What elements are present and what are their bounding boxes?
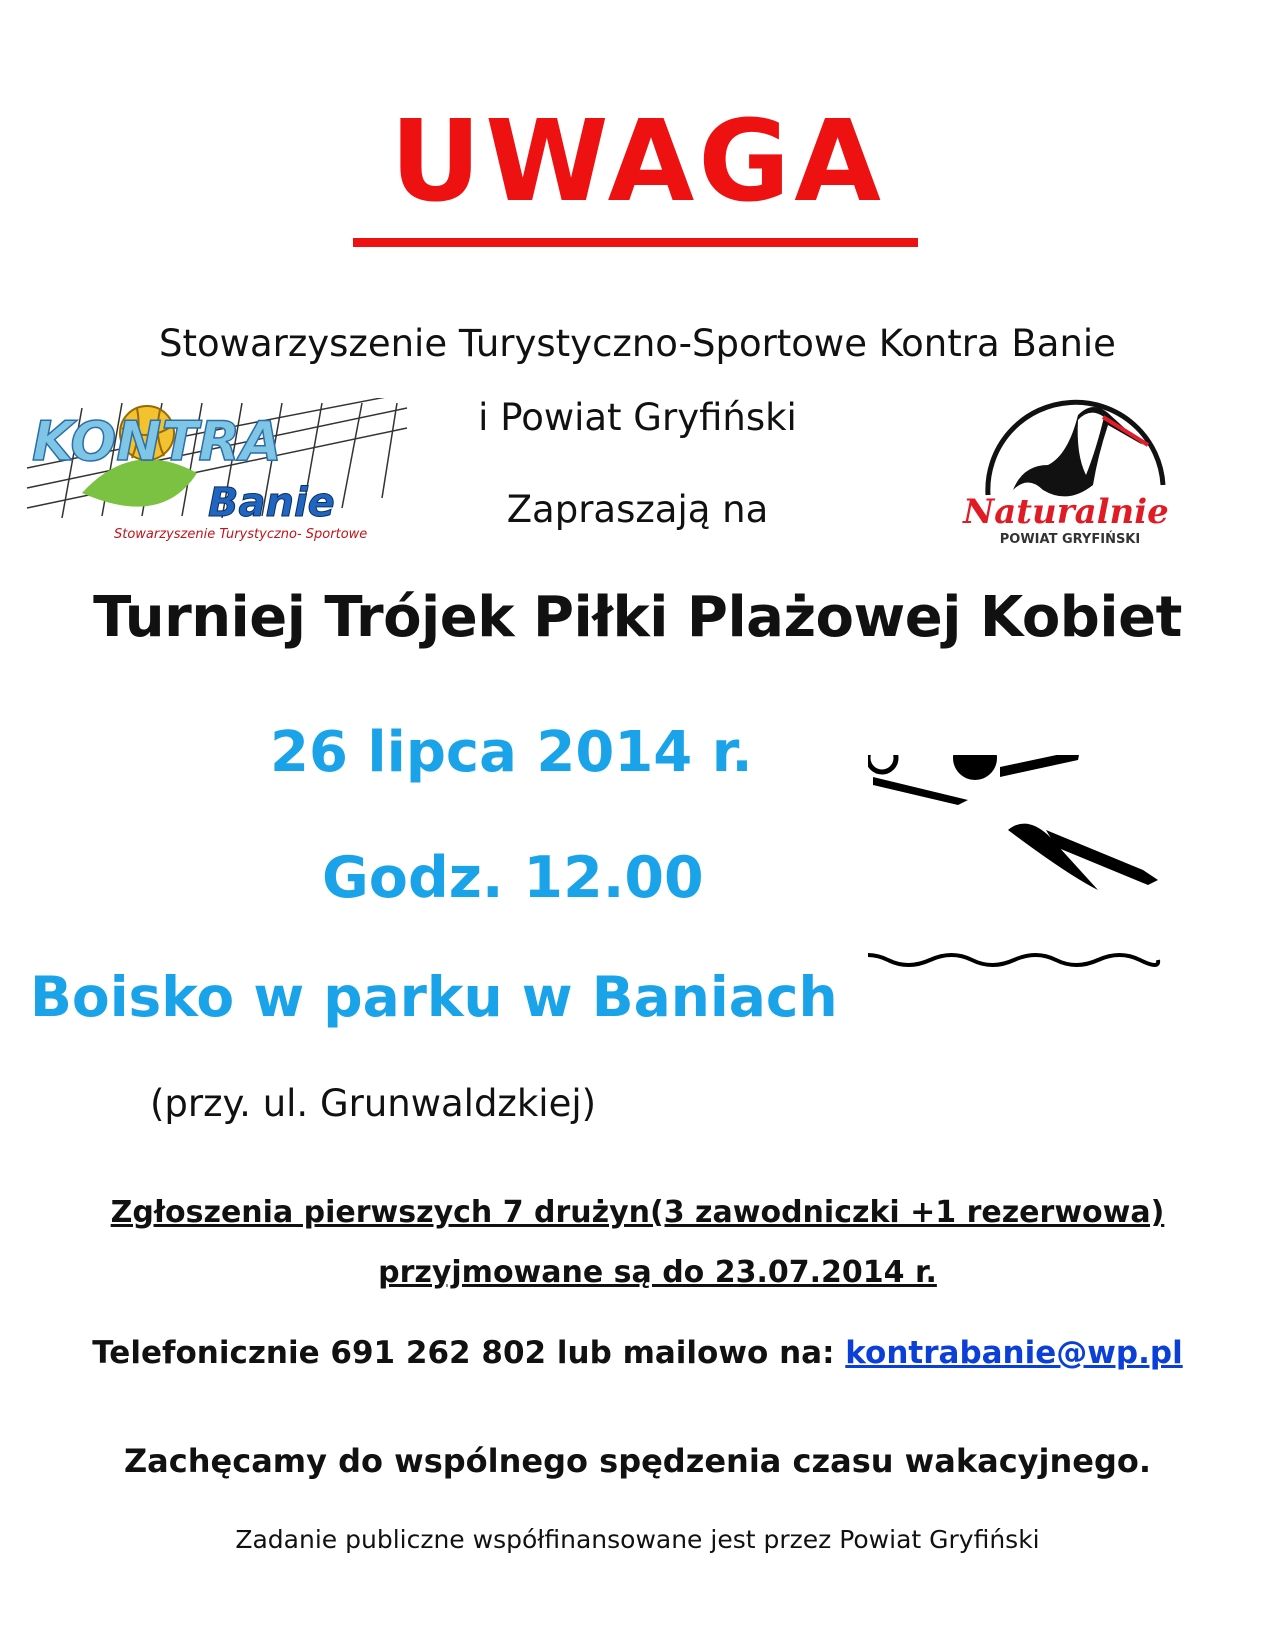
organizer-line-2: i Powiat Gryfiński (478, 396, 797, 439)
head-shape (953, 755, 997, 780)
arms-shape (873, 777, 968, 805)
event-time: Godz. 12.00 (322, 845, 704, 911)
banie-word: Banie (208, 480, 335, 526)
kontra-banie-logo (22, 398, 414, 558)
closing-text: Zachęcamy do wspólnego spędzenia czasu wakacyjnego. (123, 1442, 1152, 1480)
headline-underline (353, 238, 918, 247)
event-date: 26 lipca 2014 r. (270, 720, 753, 785)
organizer-line-1: Stowarzyszenie Turystyczno-Sportowe Kontra Banie (159, 322, 1116, 365)
kontra-banie-logo-graphic (22, 398, 414, 558)
contact-line (0, 1335, 1275, 1371)
sand-line-shape (868, 955, 1158, 965)
event-address: (przy. ul. Grunwaldzkiej) (150, 1082, 597, 1125)
back-arm-shape (1000, 755, 1080, 777)
kontra-caption: Stowarzyszenie Turystyczno- Sportowe (114, 527, 368, 542)
registration-line-2: przyjmowane są do 23.07.2014 r. (378, 1255, 937, 1290)
funding-note: Zadanie publiczne współfinansowane jest przez Powiat Gryfiński (235, 1525, 1040, 1554)
event-venue: Boisko w parku w Baniach (30, 965, 838, 1029)
ball-shape (868, 755, 896, 772)
event-title: Turniej Trójek Piłki Plażowej Kobiet (93, 585, 1182, 650)
naturalnie-caption: POWIAT GRYFIŃSKI (999, 532, 1141, 547)
stork-icon (988, 402, 1163, 496)
headline: UWAGA (390, 97, 885, 227)
naturalnie-logo-graphic (958, 395, 1188, 565)
naturalnie-logo (958, 395, 1188, 565)
kontra-word: KONTRA (32, 410, 282, 473)
contact-email-link[interactable]: kontrabanie@wp.pl (845, 1335, 1183, 1371)
naturalnie-word: Naturalnie (963, 492, 1169, 532)
invite-text: Zapraszają na (506, 488, 769, 531)
volleyball-player-icon (868, 755, 1198, 1025)
contact-label: Telefonicznie 691 262 802 lub mailowo na: (92, 1335, 846, 1371)
registration-line-1: Zgłoszenia pierwszych 7 drużyn(3 zawodniczki +1 rezerwowa) (110, 1195, 1165, 1230)
